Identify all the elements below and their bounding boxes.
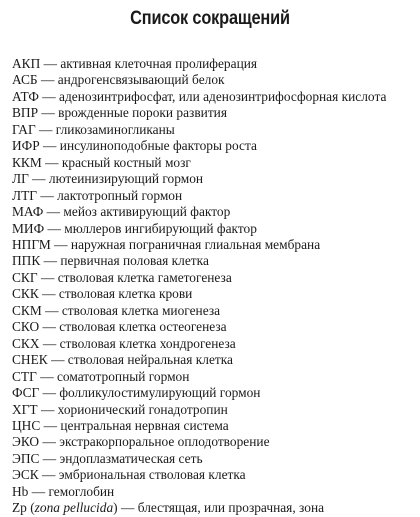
definition: мейоз активирующий фактор [63,204,231,220]
list-item [12,369,406,385]
dash: — [117,500,138,516]
abbreviation: ЭКО [12,434,40,450]
abbreviation: ГАГ [12,121,36,137]
definition: стволовая нейральная клетка [67,352,233,368]
definition: гемоглобин [48,483,115,499]
definition: врожденные пороки развития [58,105,228,121]
list-item [12,402,406,418]
abbreviation: Zp ( [12,500,35,516]
dash: — [39,434,60,450]
list-item [12,319,406,335]
definition: хорионический гонадотропин [57,401,228,417]
list-item [12,171,406,187]
dash: — [37,72,58,88]
dash: — [40,253,61,269]
dash: — [47,352,68,368]
abbreviation: СКК [12,286,39,302]
dash: — [39,385,60,401]
dash: — [43,204,64,220]
abbreviation-latin: zona pellucida [34,500,114,516]
dash: — [37,187,58,203]
definition: лактотропный гормон [57,187,183,203]
definition: инсулиноподобные факторы роста [59,138,257,154]
list-item [12,500,406,516]
abbreviation-close: ) [113,500,118,516]
abbreviation: ККМ [12,154,42,170]
abbreviation: АКП [12,56,41,71]
abbreviation: ФСГ [12,385,40,401]
abbreviation: СКО [12,319,40,335]
list-item [12,253,406,269]
list-item [12,204,406,220]
definition: блестящая, или прозрачная, зона [137,500,325,516]
abbreviation-list [12,56,412,517]
definition: эндоплазматическая сеть [59,450,203,466]
definition: стволовая клетка остеогенеза [59,319,227,335]
list-item [12,467,406,483]
dash: — [28,483,49,499]
definition: лютеинизирующий гормон [48,171,204,187]
list-item [12,105,406,121]
list-item [12,434,406,450]
abbreviation: СТГ [12,368,37,384]
definition: фолликулостимулирующий гормон [59,385,261,401]
abbreviation: ЭПС [12,450,40,466]
list-item [12,451,406,467]
dash: — [38,467,59,483]
list-item [12,221,406,237]
list-item [12,237,406,253]
dash: — [50,236,71,252]
definition: стволовая клетка крови [58,286,193,302]
abbreviation: ЛТГ [12,187,38,203]
definition: стволовая клетка хондрогенеза [59,335,236,351]
dash: — [38,286,59,302]
abbreviation: НПГМ [12,236,51,252]
list-item [12,270,406,286]
page-title: Список сокращений [130,8,290,29]
list-item [12,138,406,154]
list-item [12,303,406,319]
abbreviation: МАФ [12,204,44,220]
list-item [12,336,406,352]
dash: — [40,56,61,71]
definition: мюллеров ингибирующий фактор [64,220,257,236]
dash: — [38,88,60,104]
definition: стволовая клетка миогенеза [61,302,221,318]
definition: гликозаминогликаны [55,121,175,137]
definition: первичная половая клетка [60,253,209,269]
abbreviation: СКГ [12,269,38,285]
abbreviation: ХГТ [12,401,38,417]
dash: — [40,417,61,433]
list-item [12,385,406,401]
list-item [12,122,406,138]
abbreviation: ЛГ [12,171,29,187]
dash: — [38,105,59,121]
abbreviation: ППК [12,253,41,269]
dash: — [36,368,57,384]
list-item [12,352,406,368]
list-item [12,188,406,204]
definition: наружная пограничная глиальная мембрана [70,236,321,252]
dash: — [37,269,58,285]
dash: — [41,302,62,318]
abbreviation: МИФ [12,220,45,236]
dash: — [39,319,60,335]
definition: андрогенсвязывающий белок [57,72,225,88]
definition: соматотропный гормон [56,368,190,384]
dash: — [39,138,60,154]
definition: центральная нервная система [60,417,229,433]
definition: экстракорпоральное оплодотворение [59,434,270,450]
dash: — [35,121,56,137]
dash: — [39,450,60,466]
list-item [12,89,406,105]
list-item [12,155,406,171]
dash: — [39,335,60,351]
abbreviation: ИФР [12,138,40,154]
definition: красный костный мозг [61,154,191,170]
definition: стволовая клетка гаметогенеза [57,269,232,285]
abbreviation: ЦНС [12,417,41,433]
definition: активная клеточная пролиферация [60,56,258,71]
dash: — [44,220,65,236]
dash: — [37,401,58,417]
list-item [12,286,406,302]
definition: аденозинтрифосфат, или аденозинтрифосфорная кислота [59,88,387,104]
abbreviation: ВПР [12,105,39,121]
abbreviation: Hb [12,483,29,499]
abbreviation: СНЕК [12,352,48,368]
dash: — [41,154,62,170]
definition: эмбриональная стволовая клетка [58,467,246,483]
list-item [12,484,406,500]
abbreviation: АТФ [12,88,39,104]
list-item [12,418,406,434]
abbreviation: СКХ [12,335,40,351]
abbreviation: АСБ [12,72,38,88]
abbreviation: СКМ [12,302,42,318]
list-item [12,56,406,72]
dash: — [28,171,49,187]
list-item [12,72,406,88]
abbreviation: ЭСК [12,467,39,483]
